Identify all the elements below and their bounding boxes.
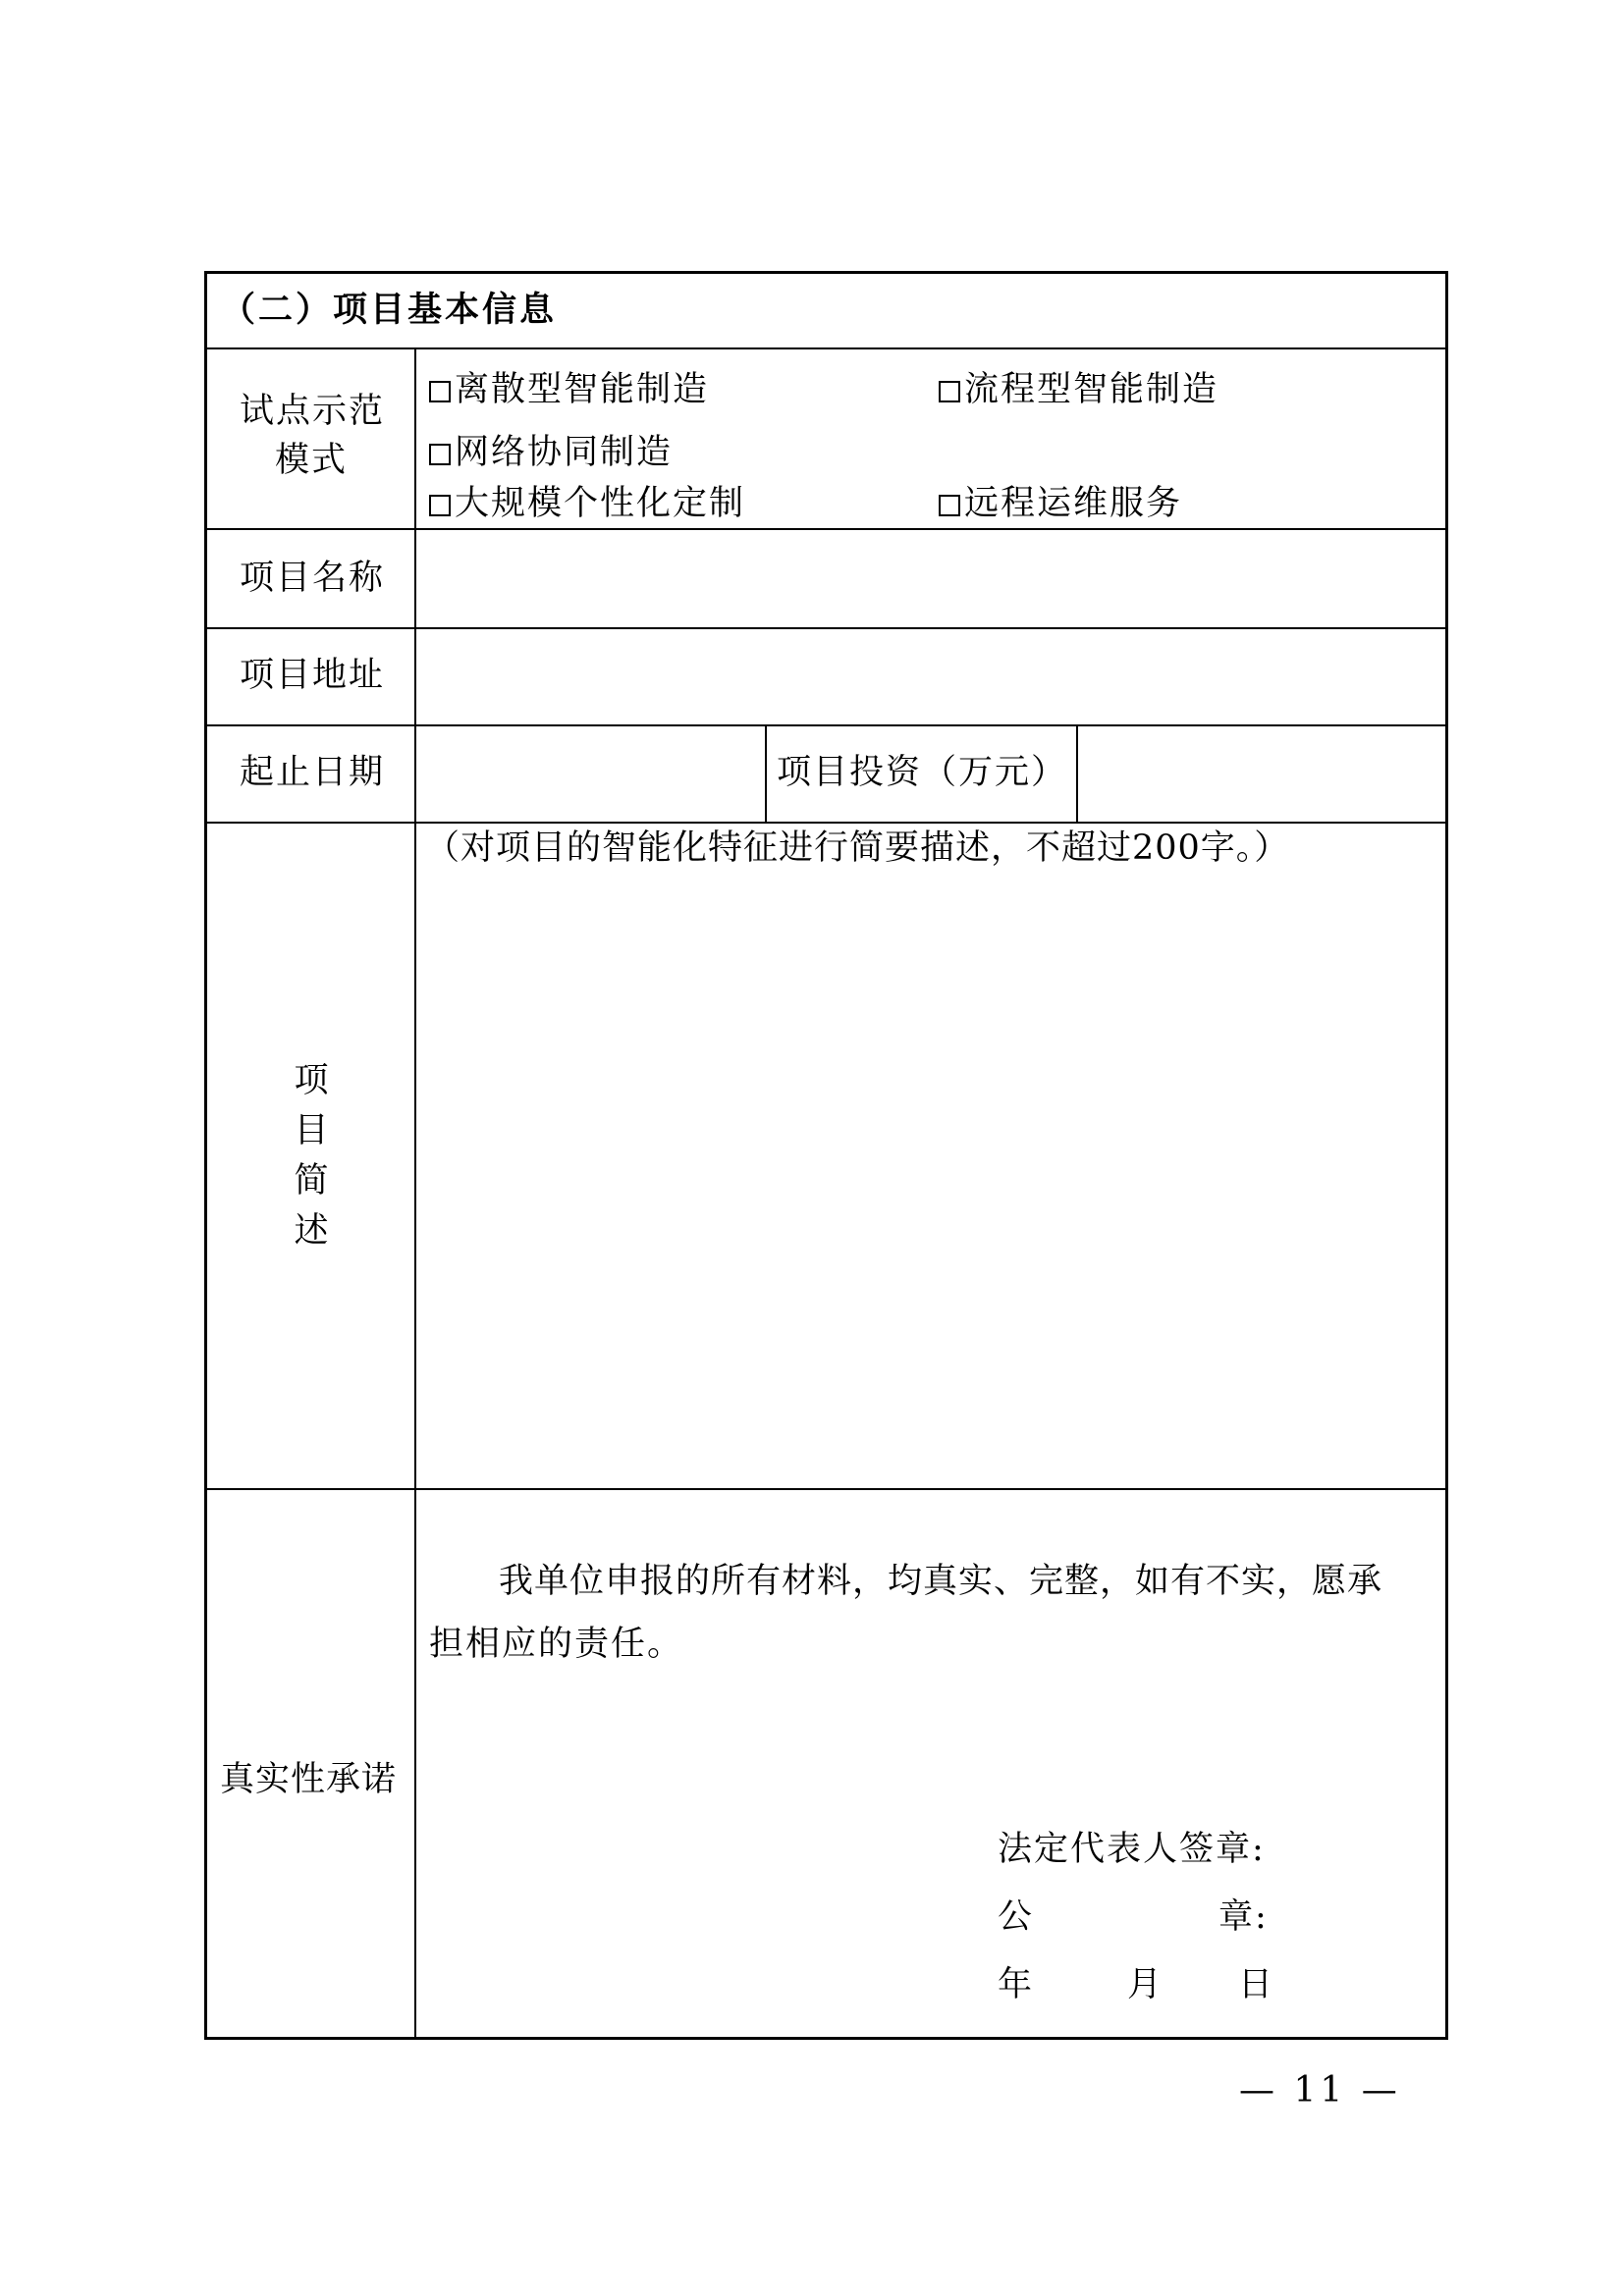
mode-option-process[interactable]: [939, 370, 1218, 409]
mode-label-line1: 试点示范: [240, 392, 386, 431]
address-label: 项目地址: [240, 656, 386, 695]
mode-option-remote[interactable]: [939, 484, 1182, 523]
name-field[interactable]: [429, 559, 1431, 598]
checkbox-icon[interactable]: [429, 495, 451, 516]
row-divider: [207, 528, 1445, 530]
address-field[interactable]: [429, 656, 1431, 695]
mode-option-discrete[interactable]: [429, 370, 709, 409]
investment-field[interactable]: [1089, 753, 1433, 792]
dates-field[interactable]: [429, 753, 753, 792]
investment-divider: [1076, 724, 1078, 823]
mode-option-label: 大规模个性化定制: [455, 484, 746, 523]
seal-label-char1: 公: [998, 1897, 1035, 1937]
page-number: — 11 —: [1239, 2070, 1401, 2110]
project-info-form: [204, 271, 1448, 2040]
mode-option-network[interactable]: [429, 433, 673, 472]
mode-label-line2: 模式: [275, 441, 349, 480]
row-divider: [207, 347, 1445, 349]
date-month-label: 月: [1127, 1965, 1164, 2004]
pledge-label: 真实性承诺: [220, 1760, 398, 1799]
mode-option-label: 远程运维服务: [964, 484, 1183, 523]
investment-label: 项目投资（万元）: [777, 753, 1068, 792]
checkbox-icon[interactable]: [429, 444, 451, 465]
summary-field[interactable]: [429, 882, 1431, 1471]
mode-option-label: 离散型智能制造: [455, 370, 710, 409]
checkbox-icon[interactable]: [939, 381, 960, 402]
checkbox-icon[interactable]: [429, 381, 451, 402]
mode-option-label: 流程型智能制造: [964, 370, 1219, 409]
summary-label-char: 述: [294, 1211, 329, 1251]
seal-label-char2: 章:: [1218, 1897, 1269, 1937]
row-divider: [207, 1488, 1445, 1490]
date-day-label: 日: [1238, 1965, 1275, 2004]
summary-label-char: 简: [294, 1161, 329, 1201]
date-year-label: 年: [998, 1965, 1035, 2004]
checkbox-icon[interactable]: [939, 495, 960, 516]
dates-divider: [765, 724, 767, 823]
dates-label: 起止日期: [240, 753, 386, 792]
row-divider: [207, 822, 1445, 824]
row-divider: [207, 724, 1445, 726]
mode-option-customization[interactable]: [429, 484, 745, 523]
pledge-text-line2: 担相应的责任。: [429, 1625, 684, 1664]
section-title: （二）项目基本信息: [221, 290, 558, 330]
row-divider: [207, 627, 1445, 629]
label-column-divider: [414, 348, 416, 2037]
summary-label-char: 目: [294, 1111, 329, 1150]
signature-label: 法定代表人签章:: [998, 1830, 1266, 1869]
name-label: 项目名称: [240, 559, 386, 598]
summary-label-char: 项: [294, 1061, 329, 1100]
summary-hint: （对项目的智能化特征进行简要描述，不超过200字。）: [425, 828, 1290, 868]
pledge-text-line1: 我单位申报的所有材料，均真实、完整，如有不实，愿承: [499, 1562, 1383, 1601]
summary-label: [292, 1056, 331, 1256]
mode-option-label: 网络协同制造: [455, 433, 674, 472]
